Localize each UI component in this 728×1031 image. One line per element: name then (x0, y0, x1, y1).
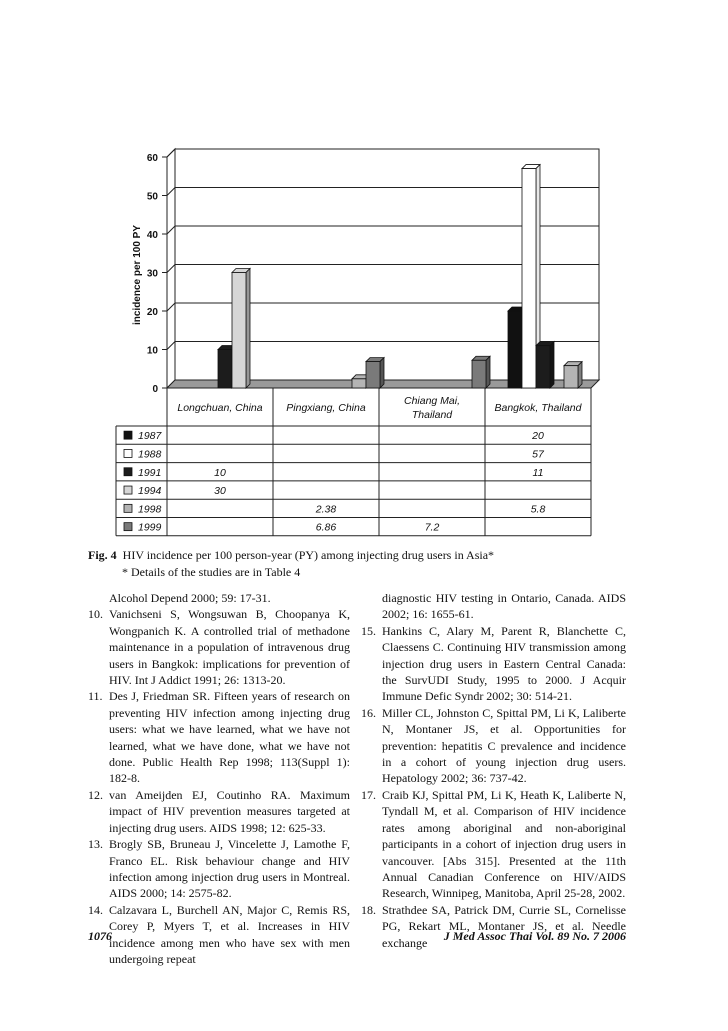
reference-number: 18. (361, 902, 376, 917)
data-value: 20 (532, 430, 544, 443)
legend-label: 1991 (138, 466, 162, 479)
legend-swatch (124, 523, 132, 531)
legend-swatch (124, 431, 132, 439)
legend-swatch (124, 504, 132, 512)
reference-text: Calzavara L, Burchell AN, Major C, Remis RS, Corey P, Myers T, et al. Increases in HIV incidence among men who have sex with men undergoing repeat (109, 902, 350, 966)
category-label: Pingxiang, China (286, 402, 366, 414)
reference-item (88, 606, 350, 688)
bar (536, 346, 550, 388)
figure-caption (88, 547, 648, 581)
reference-text: van Ameijden EJ, Coutinho RA. Maximum impact of HIV prevention measures targeted at injecting drug users. AIDS 1998; 12: 625-33. (109, 787, 350, 835)
bar (508, 311, 522, 388)
bar-side (246, 269, 250, 389)
bar-side (486, 356, 490, 388)
reference-text: Brogly SB, Bruneau J, Vincelette J, Lamothe F, Franco EL. Risk behaviour change and HIV infection among injection drug users in Montreal. AIDS 2000; 14: 2575-82. (109, 837, 350, 901)
figure-caption-text: HIV incidence per 100 person-year (PY) among injecting drug users in Asia* (122, 548, 495, 562)
category-label: Longchuan, China (177, 402, 263, 414)
reference-number: 17. (361, 787, 376, 802)
reference-text: Des J, Friedman SR. Fifteen years of research on preventing HIV infection among injecting drug users: what we have learned, what we have not learned, what we have done, what we have not done. Public Health Rep 1998; 113(Suppl 1): 182-8. (109, 689, 350, 786)
legend-label: 1999 (138, 521, 162, 534)
bar (366, 362, 380, 388)
category-label: Thailand (411, 409, 453, 421)
reference-number: 16. (361, 705, 376, 720)
legend-label: 1987 (138, 430, 162, 443)
reference-item (88, 688, 350, 786)
figure-label: Fig. 4 (88, 548, 117, 562)
data-value: 6.86 (315, 521, 337, 534)
journal-citation: J Med Assoc Thai Vol. 89 No. 7 2006 (443, 929, 626, 943)
reference-text: Craib KJ, Spittal PM, Li K, Heath K, Laliberte N, Tyndall M, et al. Comparison of HIV incidence rates among aboriginal and non-aboriginal participants in a cohort of injection drug users in vancouver. [Abs 315]. Presented at the 11th Annual Canadian Conference on HIV/AIDS Research, Winnipeg, Manitoba, April 25-28, 2002. (382, 787, 626, 901)
page-number: 1076 (88, 929, 112, 943)
y-tick-label: 0 (152, 384, 158, 395)
reference-item (361, 787, 626, 902)
reference-number: 10. (88, 607, 103, 622)
y-tick-label: 20 (146, 307, 158, 318)
references-left-column (88, 590, 350, 967)
reference-item (361, 705, 626, 787)
chart-axis (132, 153, 167, 395)
reference-number: 11. (88, 689, 103, 704)
category-label: Chiang Mai, (403, 395, 461, 407)
reference-number: 15. (361, 623, 376, 638)
legend-label: 1988 (138, 448, 162, 461)
reference-number: 12. (88, 787, 103, 802)
data-value: 10 (214, 466, 226, 479)
reference-text: diagnostic HIV testing in Ontario, Canada. AIDS 2002; 16: 1655-61. (382, 591, 626, 622)
y-tick-label: 60 (146, 153, 158, 164)
reference-text: Alcohol Depend 2000; 59: 17-31. (109, 591, 271, 605)
reference-item (88, 787, 350, 836)
reference-text: Vanichseni S, Wongsuwan B, Choopanya K, Wongpanich K. A controlled trial of methadone maintenance in a population of intravenous drug users in Bangkok: implications for prevention of HIV. Int J Addict 1991; 26: 1313-20. (109, 607, 350, 688)
reference-number: 14. (88, 902, 103, 917)
legend-swatch (124, 449, 132, 457)
legend-label: 1994 (138, 485, 162, 498)
reference-item (361, 590, 626, 623)
data-value: 11 (532, 466, 544, 479)
reference-text: Miller CL, Johnston C, Spittal PM, Li K, Laliberte N, Montaner JS, et al. Opportunities for prevention: hepatitis C prevalence and incidence in a cohort of young injection drug users. Hepatology 2002; 36: 737-42. (382, 705, 626, 786)
bar (232, 273, 246, 389)
reference-item (88, 590, 350, 606)
data-value: 2.38 (315, 503, 337, 516)
chart-data-table (116, 388, 591, 536)
bar-side (578, 362, 582, 388)
bar (564, 366, 578, 388)
bar (472, 360, 486, 388)
bar (218, 350, 232, 389)
reference-text: Strathdee SA, Patrick DM, Currie SL, Cornelisse PG, Rekart ML, Montaner JS, et al. Needle exchange (382, 902, 626, 950)
reference-item (361, 623, 626, 705)
data-value: 57 (532, 448, 544, 461)
legend-label: 1998 (138, 503, 162, 516)
category-label: Bangkok, Thailand (494, 402, 582, 414)
bar (522, 169, 536, 388)
legend-swatch (124, 468, 132, 476)
references-right-column (361, 590, 626, 951)
y-tick-label: 50 (146, 191, 158, 203)
reference-item (88, 836, 350, 902)
data-value: 5.8 (530, 503, 546, 516)
y-tick-label: 30 (146, 268, 158, 280)
figure-caption-note: * Details of the studies are in Table 4 (122, 565, 301, 579)
y-tick-label: 10 (146, 345, 158, 357)
bar-side (380, 358, 384, 388)
y-axis-label: incidence per 100 PY (132, 224, 143, 326)
bar-side (550, 342, 554, 388)
reference-item (88, 902, 350, 968)
legend-swatch (124, 486, 132, 494)
data-value: 7.2 (424, 521, 440, 534)
y-tick-label: 40 (146, 230, 158, 241)
bar (352, 379, 366, 388)
reference-number: 13. (88, 837, 103, 852)
reference-text: Hankins C, Alary M, Parent R, Blanchette C, Claessens C. Continuing HIV transmission among injection drug users in Eastern Central Canada: the SurvUDI Study, 1995 to 2000. J Acquir Immune Defic Syndr 2002; 30: 514-21. (382, 623, 626, 704)
data-value: 30 (214, 485, 226, 498)
